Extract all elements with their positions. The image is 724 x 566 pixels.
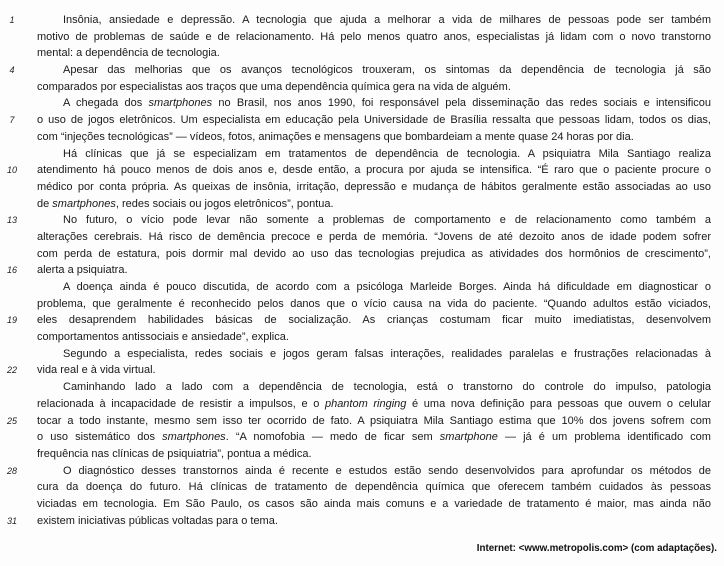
passage-line [0,29,711,46]
text-segment: vida real e à vida virtual. [37,364,156,377]
passage-line [0,446,711,463]
text-segment: . “A nomofobia — medo de ficar sem [225,431,440,444]
passage-line [0,179,711,196]
line-text [37,95,711,112]
line-text [37,146,711,163]
passage-line [0,513,711,530]
text-segment: motivo de problemas de saúde e de relacionamento. Há pelo menos quatro anos, especialistas já lidam com o novo transtorno [37,30,711,43]
line-number: 4 [9,65,15,76]
line-text [37,212,711,229]
text-segment: mental: a dependência de tecnologia. [37,47,220,60]
text-segment: existem iniciativas públicas voltadas para o tema. [37,514,278,527]
passage-line [0,229,711,246]
text-segment: smartphone [439,431,498,444]
passage-line [0,396,711,413]
passage-line [0,346,711,363]
passage-line [0,62,711,79]
text-segment: Insônia, ansiedade e depressão. A tecnologia que ajuda a melhorar a vida de milhares de pessoas pode ser também [63,14,711,26]
line-number: 22 [6,365,17,376]
text-segment: eles desaprendem habilidades básicas de socialização. As crianças costumam ficar muito imediatistas, desenvolvem [37,314,711,327]
text-segment: de [37,197,53,210]
passage-line [0,413,711,430]
line-text [37,162,711,179]
text-segment: o uso sistemático dos [37,431,163,444]
text-segment: no Brasil, nos anos 1990, foi responsável pela disseminação das redes sociais e intensificou [212,97,711,110]
passage-line [0,112,711,129]
text-segment: alerta a psiquiatra. [37,264,128,277]
text-segment: frequência nas clínicas de psiquiatria”, pontua a médica. [37,447,312,460]
passage-line [0,196,711,213]
line-text [37,379,711,396]
text-segment: phantom ringing [324,397,407,410]
passage-line [0,146,711,163]
line-number: 16 [6,265,17,276]
line-text [37,179,711,196]
text-segment: é uma nova definição para pessoas que ouvem o celular [406,397,711,410]
passage-line [0,45,711,62]
passage-line [0,296,711,313]
line-text [37,479,711,496]
line-text [37,312,711,329]
line-number: 7 [9,115,15,126]
passage-line [0,362,711,379]
text-segment: comportamentos antissociais e ansiedade”, explica. [37,331,289,344]
passage-line [0,329,711,346]
text-segment: tocar a todo instante, mesmo sem isso ter ocorrido de fato. A psiquiatra Mila Santiago estima que 10% dos jovens sofrem com [37,414,711,427]
line-text [37,446,711,463]
line-text [37,296,711,313]
passage-line [0,79,711,96]
text-segment: Apesar das melhorias que os avanços tecnológicos trouxeram, os sintomas da dependência de tecnologia já são [63,64,711,77]
line-number: 13 [6,215,17,226]
line-number: 1 [9,15,15,25]
text-segment: Segundo a especialista, redes sociais e jogos geram falsas interações, realidades paralelas e frustrações relacionadas à [63,347,711,360]
line-text [37,463,711,480]
text-segment: viciadas em tecnologia. Em São Paulo, os casos são ainda mais comuns e a variedade de tratamento é maior, mas ainda não [37,497,711,510]
line-text [37,79,711,96]
line-number: 10 [6,165,17,176]
line-text [37,396,711,413]
passage-line [0,479,711,496]
text-segment: smartphones [148,97,213,110]
text-segment: cura da doença do futuro. Há clínicas de tratamento de dependência química que oferecem também cuidados às pessoas [37,481,711,494]
text-segment: No futuro, o vício pode levar não somente a problemas de comportamento e de relacionamento como também a [63,214,711,227]
line-text [37,196,711,213]
text-segment: problema, que geralmente é reconhecido pelos danos que o vício causa na vida do paciente. “Quando adultos estão viciados, [37,297,711,310]
passage-line [0,12,711,29]
text-segment: o uso de jogos eletrônicos. Um especialista em educação pela Universidade de Brasília ressalta que pessoas lidam, todos os dias, [37,114,711,127]
line-text [37,413,711,430]
text-segment: O diagnóstico desses transtornos ainda é recente e estudos estão sendo desenvolvidos para aprofundar os métodos de [63,464,711,477]
line-text [37,12,711,29]
text-segment: comparados por especialistas aos traços que uma dependência química gera na vida de alguém. [37,80,511,93]
passage-line [0,279,711,296]
text-segment: atendimento há pouco menos de dois anos e, desde então, a procura por ajuda se intensifica. “É raro que o paciente procure o [37,164,711,177]
text-segment: smartphones [162,431,226,444]
line-text [37,513,711,530]
text-segment: relacionada à incapacidade de resistir a impulsos, e o [37,397,325,410]
line-text [37,229,711,246]
line-text [37,62,711,79]
source-citation: Internet: <www.metropolis.com> (com adaptações). [476,543,717,554]
line-text [37,362,711,379]
line-number: 25 [6,415,17,426]
text-segment: A chegada dos [63,97,149,110]
passage-text-block [0,12,711,529]
passage-line [0,312,711,329]
passage-line [0,262,711,279]
text-segment: A doença ainda é pouco discutida, de acordo com a psicóloga Marleide Borges. Ainda há dificuldade em diagnosticar o [63,281,711,293]
line-text [37,262,711,279]
line-text [37,496,711,513]
line-number: 31 [6,515,17,526]
passage-line [0,379,711,396]
line-text [37,112,711,129]
text-segment: — já é um problema identificado com [497,431,711,444]
line-text [37,129,711,146]
text-segment: smartphones [52,197,116,210]
line-text [37,45,711,62]
line-text [37,329,711,346]
passage-line [0,129,711,146]
text-segment: com “injeções tecnológicas” — vídeos, fotos, animações e mensagens que bombardeiam a mente quase 24 horas por dia. [37,130,634,143]
text-segment: Caminhando lado a lado com a dependência de tecnologia, está o transtorno do controle do impulso, patologia [63,381,711,394]
line-text [37,279,711,296]
line-number: 28 [6,465,17,476]
passage-line [0,496,711,513]
line-number: 19 [6,315,17,326]
text-segment: com perda de estatura, pois dormir mal devido ao uso das tecnologias prejudica as atividades dos hormônios de crescimento”, [37,247,711,260]
passage-line [0,162,711,179]
text-segment: médico por conta própria. As queixas de insônia, irritação, depressão e mudança de hábitos geralmente estão associadas ao uso [37,180,711,193]
passage-line [0,246,711,263]
line-text [37,346,711,363]
passage-line [0,212,711,229]
line-text [37,429,711,446]
text-segment: , redes sociais ou jogos eletrônicos”, pontua. [115,197,334,210]
passage-line [0,463,711,480]
line-text [37,246,711,263]
line-text [37,29,711,46]
text-segment: alterações cerebrais. Há risco de demência precoce e perda de memória. “Jovens de até dezoito anos de idade podem sofrer [37,230,711,243]
passage-line [0,429,711,446]
text-segment: Há clínicas que já se especializam em tratamentos de dependência de tecnologia. A psiquiatra Mila Santiago realiza [63,147,711,160]
passage-line [0,95,711,112]
